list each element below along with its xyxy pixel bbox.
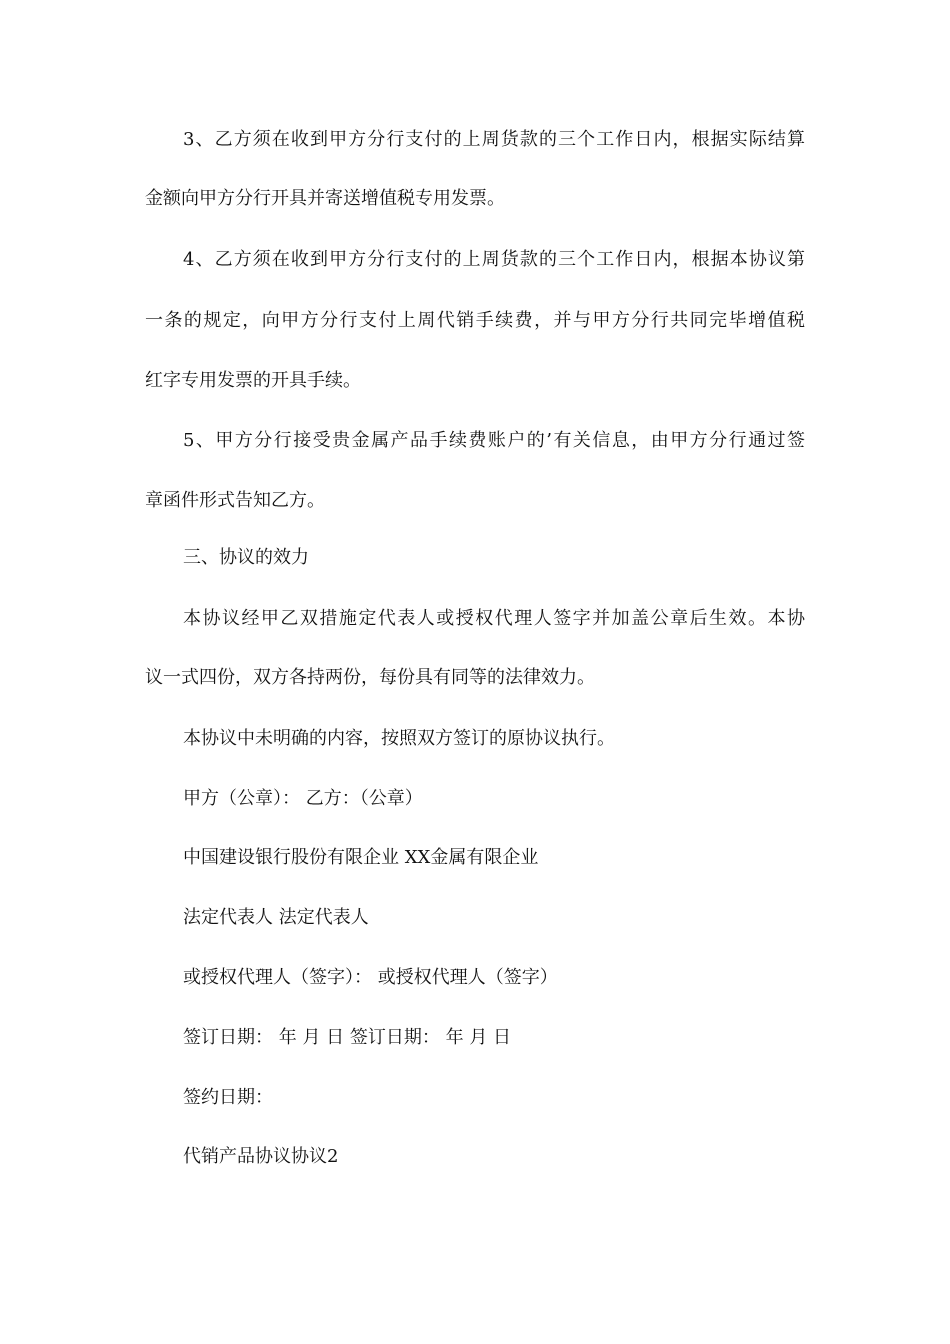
legal-representative-line: 法定代表人 法定代表人 [183,907,369,928]
clause-5-line-2: 章函件形式告知乙方。 [145,490,325,511]
clause-4-line-1: 4、乙方须在收到甲方分行支付的上周货款的三个工作日内，根据本协议第 [183,249,805,270]
clause-4-line-3: 红字专用发票的开具手续。 [145,370,361,391]
party-names-line: 中国建设银行股份有限企业 XX金属有限企业 [183,847,539,868]
authorized-agent-signature-line: 或授权代理人（签字）： 或授权代理人（签字） [183,967,558,988]
unspecified-content-paragraph: 本协议中未明确的内容，按照双方签订的原协议执行。 [183,728,615,749]
clause-5-line-1: 5、甲方分行接受贵金属产品手续费账户的’有关信息，由甲方分行通过签 [183,430,805,451]
clause-4-line-2: 一条的规定，向甲方分行支付上周代销手续费，并与甲方分行共同完毕增值税 [145,310,805,331]
contract-date-line: 签约日期： [183,1087,273,1108]
clause-3-line-1: 3、乙方须在收到甲方分行支付的上周货款的三个工作日内，根据实际结算 [183,129,805,150]
clause-3-line-2: 金额向甲方分行开具并寄送增值税专用发票。 [145,188,505,209]
next-agreement-title: 代销产品协议协议2 [183,1146,339,1167]
section-heading-agreement-effect: 三、协议的效力 [183,547,309,568]
signing-date-line: 签订日期： 年 月 日 签订日期： 年 月 日 [183,1027,512,1048]
party-seal-line: 甲方（公章）： 乙方：（公章） [183,788,423,809]
effect-paragraph-line-1: 本协议经甲乙双措施定代表人或授权代理人签字并加盖公章后生效。本协 [183,608,805,629]
effect-paragraph-line-2: 议一式四份，双方各持两份，每份具有同等的法律效力。 [145,667,595,688]
